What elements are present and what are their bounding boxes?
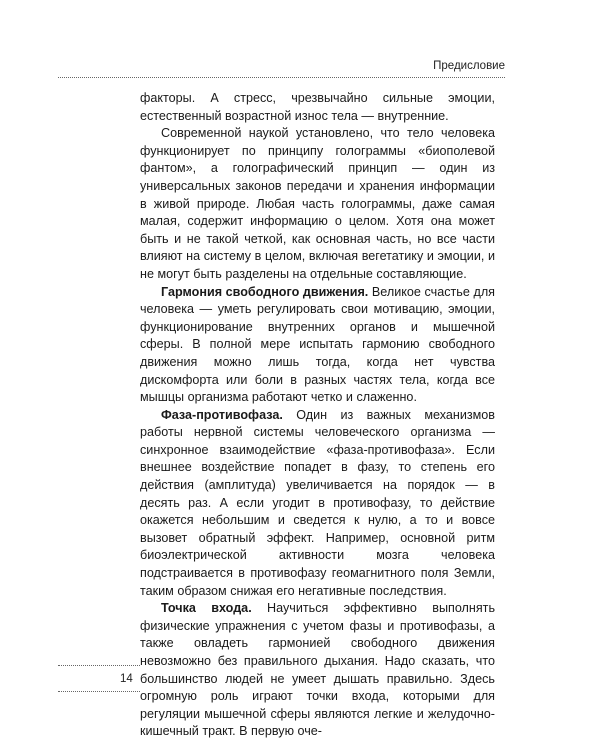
page-number: 14 (120, 673, 133, 685)
paragraph-text: Один из важных механизмов работы нервной системы человеческого организма — синхронное взаимодействие «фаза-противофаза». Если внешнее воздействие попадет в фазу, то степень его действия (амплитуда) увеличивается на порядок — в десять раз. А если угодит в противофазу, то действие окажется небольшим и сведется к нулю, а то и вовсе вызовет обратный эффект. Например, основной ритм биоэлектрической активности мозга человека подстраивается в противофазу геомагнитного поля Земли, таким образом снижая его негативные последствия. (140, 407, 495, 598)
paragraph-text: Великое счастье для человека — уметь регулировать свои мотивацию, эмоции, функционирование внутренних органов и мышечной сферы. В полной мере испытать гармонию свободного движения можно лишь тогда, когда нет чувства дискомфорта или боли в разных частях тела, когда все мышцы организма работают четко и слаженно. (140, 284, 495, 405)
paragraph-entry-point (140, 600, 495, 741)
paragraph-text: Современной наукой установлено, что тело человека функционирует по принципу голограммы «биополевой фантом», а голографический принцип — один из универсальных законов передачи и хранения информации в живой природе. Любая часть голограммы, даже самая малая, содержит информацию о целом. Хотя она может быть и не такой четкой, как основная часть, но все части влияют на систему в целом, включая вегетатику и эмоции, и не могут быть разделены на отдельные составляющие. (140, 126, 495, 281)
paragraph-continuation (140, 90, 495, 125)
paragraph-phase (140, 407, 495, 601)
paragraph-lead-heading: Фаза-противофаза. (161, 407, 283, 422)
paragraph-lead-heading: Гармония свободного движения. (161, 284, 369, 299)
paragraph-lead-heading: Точка входа. (161, 601, 252, 616)
paragraph-text: факторы. А стресс, чрезвычайно сильные эмоции, естественный возрастной износ тела — внутренние. (140, 91, 495, 123)
paragraph-hologram (140, 125, 495, 283)
running-head-title: Предисловие (433, 60, 505, 72)
paragraph-harmony (140, 284, 495, 407)
body-text (140, 90, 495, 741)
paragraph-text: Научиться эффективно выполнять физические упражнения с учетом фазы и противофазы, а также овладеть гармонией свободного движения невозможно без правильного дыхания. Надо сказать, что большинство людей не умеет дышать правильно. Здесь огромную роль играют точки входа, которыми для регуляции мышечной сферы являются легкие и желудочно-кишечный тракт. В первую оче- (140, 601, 496, 739)
footer-dotted-rule-top (58, 665, 140, 666)
footer-dotted-rule-bottom (58, 691, 140, 692)
header-dotted-rule (58, 77, 505, 78)
